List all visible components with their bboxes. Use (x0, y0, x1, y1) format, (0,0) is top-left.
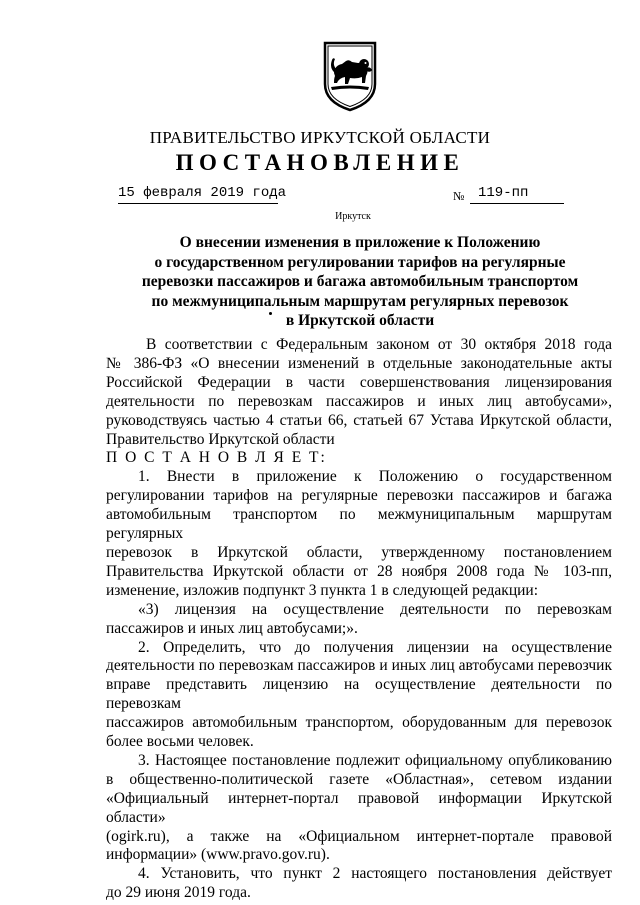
preamble-line: руководствуясь частью 4 статьи 66, статьей 67 Устава Иркутской области, (106, 411, 612, 429)
stray-dot (269, 312, 272, 315)
item1-line: автомобильным транспортом по межмуниципальным маршрутам регулярных (106, 506, 612, 543)
item1-line: 1. Внести в приложение к Положению о государственном (138, 468, 612, 486)
preamble-line: Правительство Иркутской области (106, 430, 335, 448)
item3-line: в общественно-политической газете «Областная», сетевом издании (106, 770, 612, 788)
preamble-line: Российской Федерации в части совершенствования лицензирования (106, 373, 612, 391)
item3-line: (ogirk.ru), а также на «Официальном интернет-портале правовой (106, 827, 612, 845)
number-sign: № (453, 189, 465, 203)
item4-line: до 29 июня 2019 года. (106, 884, 251, 902)
number-underline (470, 203, 564, 204)
title-line: перевозки пассажиров и багажа автомобильным транспортом (141, 273, 579, 290)
title-line: о государственном регулировании тарифов на регулярные (154, 253, 566, 271)
title-line: в Иркутской области (285, 312, 435, 329)
city-name: Иркутск (335, 211, 371, 222)
item2-line: более восьми человек. (106, 733, 254, 751)
item3-line: информации» (www.pravo.gov.ru). (106, 846, 330, 864)
decree-word: П О С Т А Н О В Л Я Е Т: (106, 449, 327, 467)
preamble-line: В соответствии с Федеральным законом от 30 октября 2018 года (146, 336, 612, 353)
item2-line: пассажиров автомобильным транспортом, оборудованным для перевозок (106, 714, 612, 732)
document-date: 15 февраля 2019 года (118, 185, 287, 201)
item1-line: регулировании тарифов на регулярные перевозки пассажиров и багажа (106, 487, 612, 505)
title-line: по межмуниципальным маршрутам регулярных перевозок (151, 292, 569, 310)
document-body (106, 336, 612, 903)
coat-of-arms-emblem (322, 40, 378, 112)
item1-line: Правительства Иркутской области от 28 ноября 2008 года № 103-пп, (106, 562, 612, 580)
item2-line: деятельности по перевозкам пассажиров и иных лиц автобусами перевозчик (106, 657, 612, 675)
quote-line: «3) лицензия на осуществление деятельности по перевозкам (138, 600, 612, 618)
preamble-line: деятельности по перевозкам пассажиров и иных лиц автобусами», (106, 392, 612, 410)
document-title (100, 233, 620, 331)
item2-line: вправе представить лицензию на осуществление деятельности по перевозкам (106, 676, 612, 713)
document-number: 119-пп (478, 185, 529, 201)
title-line: О внесении изменения в приложение к Положению (179, 234, 541, 251)
organization-name: ПРАВИТЕЛЬСТВО ИРКУТСКОЙ ОБЛАСТИ (149, 128, 491, 147)
item2-line: 2. Определить, что до получения лицензии на осуществление (138, 638, 612, 656)
item4-line: 4. Установить, что пункт 2 настоящего постановления действует (138, 865, 612, 883)
document-type: ПОСТАНОВЛЕНИЕ (175, 150, 465, 175)
item1-line: изменение, изложив подпункт 3 пункта 1 в следующей редакции: (106, 581, 539, 599)
date-underline (118, 203, 278, 204)
item1-line: перевозок в Иркутской области, утвержденному постановлением (106, 543, 612, 561)
item3-line: «Официальный интернет-портал правовой информации Иркутской области» (106, 789, 612, 826)
preamble-line: № 386-ФЗ «О внесении изменений в отдельные законодательные акты (106, 354, 612, 372)
quote-line: пассажиров и иных лиц автобусами;». (106, 619, 358, 637)
item3-line: 3. Настоящее постановление подлежит официальному опубликованию (138, 751, 612, 769)
